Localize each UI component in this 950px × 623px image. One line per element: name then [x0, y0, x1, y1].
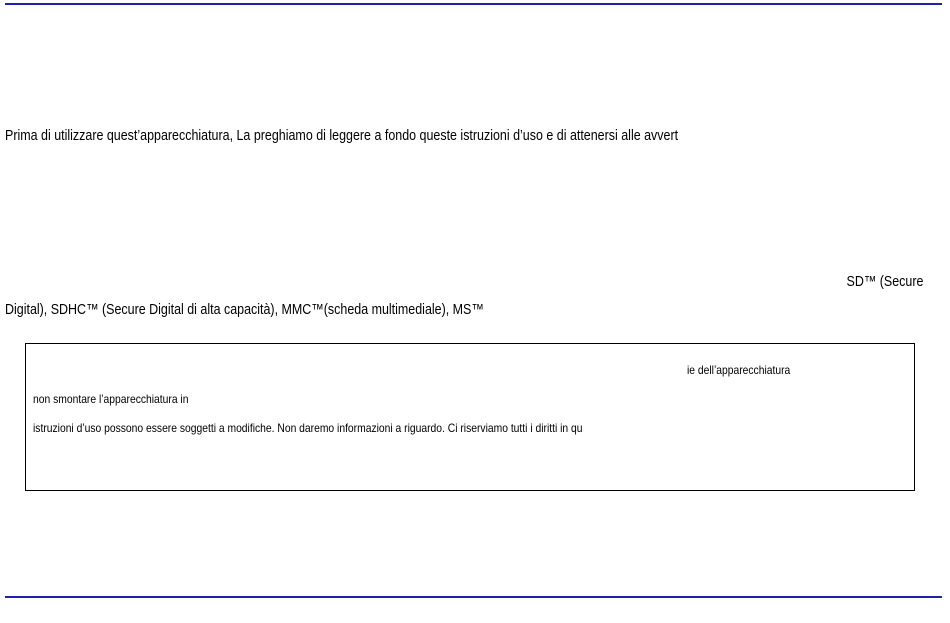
notice-line-1: ie dell’apparecchiatura: [687, 363, 791, 377]
card-formats-text: Digital), SDHC™ (Secure Digital di alta capacità), MMC™(scheda multimediale), MS™: [5, 302, 484, 318]
intro-paragraph: Prima di utilizzare quest’apparecchiatura, La preghiamo di leggere a fondo queste istruzioni d’uso e di attenersi alle avvert: [5, 128, 679, 144]
notice-box: [25, 343, 915, 491]
top-divider: [5, 3, 942, 5]
sd-card-text: SD™ (Secure: [846, 274, 923, 290]
notice-line-2: non smontare l’apparecchiatura in: [33, 392, 189, 406]
notice-line-3: istruzioni d’uso possono essere soggetti a modifiche. Non daremo informazioni a riguardo. Ci riserviamo tutti i diritti in qu: [33, 421, 583, 435]
bottom-divider: [5, 596, 942, 598]
